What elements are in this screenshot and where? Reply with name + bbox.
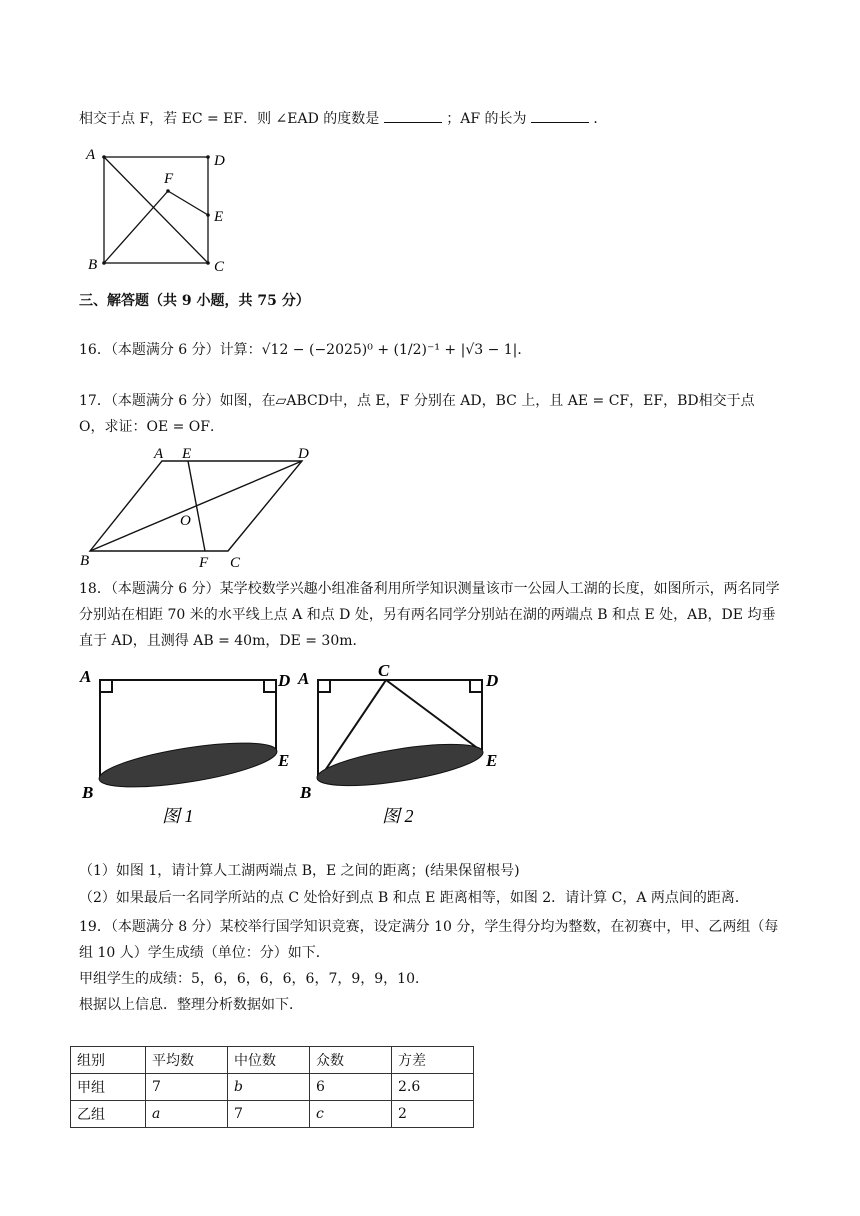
- label-D: D: [298, 446, 309, 462]
- table-header-row: [71, 1047, 474, 1074]
- table-row: [71, 1074, 474, 1101]
- label-A: A: [80, 667, 92, 686]
- q15-line: [79, 108, 607, 129]
- header-cell: 中位数: [228, 1047, 310, 1074]
- answer-blank-1[interactable]: [384, 108, 442, 123]
- q17-parallelogram-figure: [78, 443, 328, 570]
- q18-figure-1: [78, 662, 298, 832]
- label-A: A: [298, 669, 310, 688]
- section-heading: 三、解答题（共 9 小题，共 75 分）: [79, 293, 310, 309]
- q19-scores: 甲组学生的成绩：5，6，6，6，6，6，7，9，9，10．: [79, 971, 429, 987]
- label-C: C: [214, 259, 225, 275]
- label-E: E: [214, 209, 224, 225]
- q15-mid: ；AF 的长为: [446, 111, 527, 127]
- label-C: C: [378, 662, 390, 680]
- label-D: D: [278, 671, 291, 690]
- table-row: [71, 1101, 474, 1128]
- label-A: A: [86, 147, 96, 163]
- label-B: B: [80, 553, 90, 569]
- q18-part1: （1）如图 1，请计算人工湖两端点 B，E 之间的距离；(结果保留根号): [79, 863, 520, 879]
- q15-square-figure: [80, 143, 240, 278]
- label-F: F: [164, 171, 174, 187]
- table-cell: 6: [310, 1074, 392, 1101]
- q15-text: 相交于点 F，若 EC = EF．则 ∠EAD 的度数是: [79, 111, 380, 127]
- label-O: O: [180, 513, 191, 529]
- label-F: F: [199, 555, 209, 570]
- header-cell: 众数: [310, 1047, 392, 1074]
- q18-figure-2: [296, 662, 516, 832]
- table-cell: 7: [146, 1074, 228, 1101]
- table-cell: a: [146, 1101, 228, 1128]
- table-cell: b: [228, 1074, 310, 1101]
- table-cell: 7: [228, 1101, 310, 1128]
- answer-blank-2[interactable]: [531, 108, 589, 123]
- table-cell: c: [310, 1101, 392, 1128]
- table-cell: 乙组: [71, 1101, 146, 1128]
- table-cell: 2: [392, 1101, 474, 1128]
- q18-part2: （2）如果最后一名同学所站的点 C 处恰好到点 B 和点 E 距离相等，如图 2．请计算 C，A 两点间的距离．: [79, 890, 749, 906]
- q17-text: 17．（本题满分 6 分）如图，在▱ABCD中，点 E，F 分别在 AD，BC 上，且 AE = CF，EF，BD相交于点 O，求证：OE = OF．: [79, 393, 755, 435]
- figure-2-caption: 图 2: [382, 806, 414, 826]
- q18-text: 18．（本题满分 6 分）某学校数学兴趣小组准备利用所学知识测量该市一公园人工湖的长度，如图所示，两名同学分别站在相距 70 米的水平线上点 A 和点 D 处，另有两名同学分别站在湖的两端点 B 和点 E 处，AB，DE 均垂直于 AD，且测得 AB = 40m，DE = 30m．: [79, 581, 780, 649]
- header-cell: 平均数: [146, 1047, 228, 1074]
- q19-text: 19．（本题满分 8 分）某校举行国学知识竞赛，设定满分 10 分，学生得分均为整数，在初赛中，甲、乙两组（每组 10 人）学生成绩（单位：分）如下．: [79, 919, 779, 961]
- label-B: B: [88, 257, 98, 273]
- label-E: E: [182, 446, 192, 462]
- table-cell: 甲组: [71, 1074, 146, 1101]
- q16-text: 16．（本题满分 6 分）计算：√12 − (−2025)⁰ + (1/2)⁻¹ + |√3 − 1|．: [79, 342, 532, 358]
- q19-data-table: [70, 1046, 474, 1128]
- header-cell: 方差: [392, 1047, 474, 1074]
- q15-end: ．: [593, 111, 608, 127]
- label-D: D: [214, 153, 225, 169]
- label-C: C: [230, 555, 241, 570]
- table-cell: 2.6: [392, 1074, 474, 1101]
- label-E: E: [278, 751, 290, 770]
- label-E: E: [486, 751, 498, 770]
- label-B: B: [300, 783, 312, 802]
- label-B: B: [82, 783, 94, 802]
- header-cell: 组别: [71, 1047, 146, 1074]
- label-A: A: [154, 446, 164, 462]
- q19-note: 根据以上信息．整理分析数据如下．: [79, 997, 303, 1013]
- figure-1-caption: 图 1: [162, 806, 194, 826]
- label-D: D: [486, 671, 499, 690]
